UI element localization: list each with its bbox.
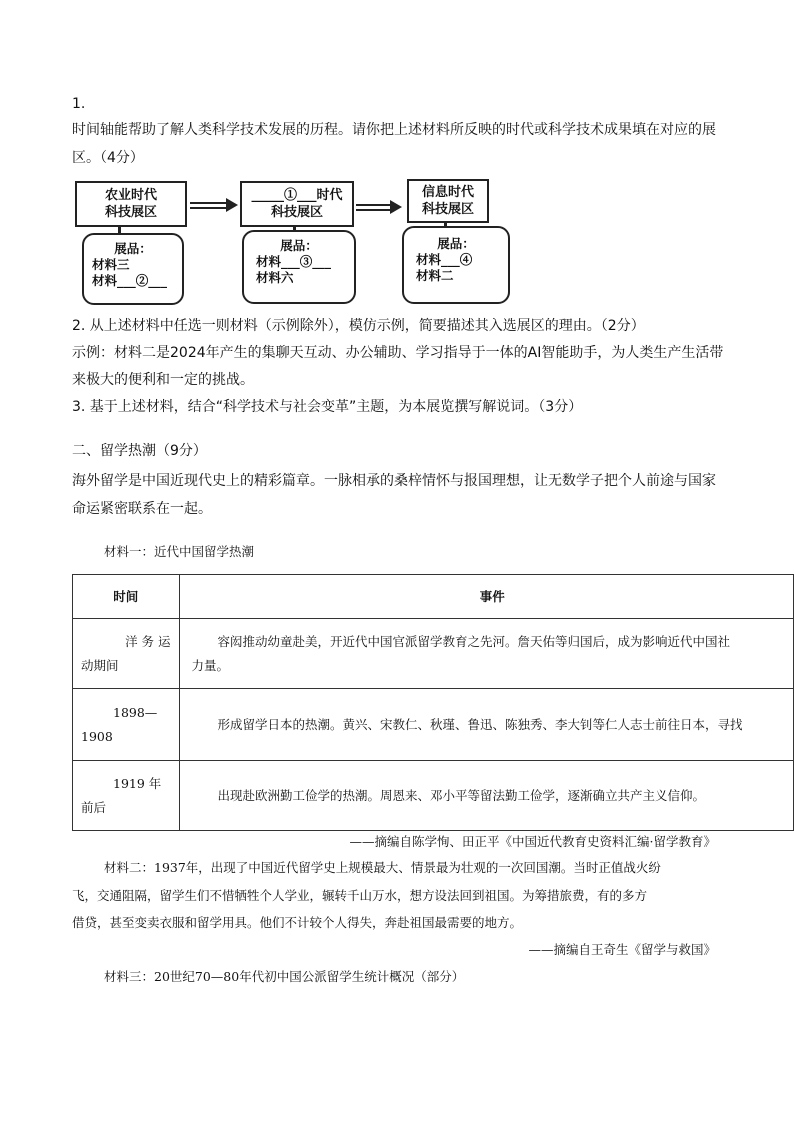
zone-subtitle: 科技展区 [270, 205, 323, 220]
zone-subtitle: 科技展区 [104, 205, 157, 220]
row-event-line1: 出现赴欧洲勤工俭学的热潮。周恩来、邓小平等留法勤工俭学，逐渐确立共产主义信仰。 [217, 787, 706, 803]
header-event: 事件 [179, 575, 793, 619]
arrow-right [356, 204, 392, 211]
exhibit-zone-agriculture-header [75, 181, 187, 227]
exhibit-item: 材料___②___ [92, 273, 168, 288]
row-time-line2: 动期间 [81, 657, 119, 673]
question3-text: 3. 基于上述材料，结合“科学技术与社会变革”主题，为本展览撰写解说词。（3分） [72, 399, 583, 415]
example-line2: 来极大的便利和一定的挑战。 [72, 372, 254, 388]
header-time: 时间 [73, 575, 180, 619]
zone-title: 信息时代 [421, 185, 474, 200]
question-number: 1. [72, 96, 86, 112]
exhibits-label: 展品： [280, 238, 318, 253]
row-time-line1: 洋 务 运 [125, 633, 171, 649]
exhibit-item: 材料___④ [416, 252, 473, 267]
zone-subtitle: 科技展区 [421, 202, 474, 217]
arrowhead-icon [226, 198, 238, 212]
table-row [73, 761, 794, 831]
material1-source: ——摘编自陈学恂、田正平《中国近代教育史资料汇编·留学教育》 [349, 834, 716, 849]
zone-title: 农业时代 [104, 188, 157, 203]
exhibit-item: 材料六 [256, 270, 294, 285]
row-event-line1: 容闳推动幼童赴美，开近代中国官派留学教育之先河。詹天佑等归国后，成为影响近代中国社 [217, 633, 731, 649]
exhibits-label: 展品： [437, 236, 475, 251]
zone-title: _____①___时代 [251, 188, 343, 203]
row-event-line2: 力量。 [191, 657, 230, 673]
exhibit-zone-blank-header [240, 181, 354, 227]
material1-title: 材料一：近代中国留学热潮 [104, 544, 255, 559]
exhibit-zone-blank-items [242, 230, 356, 304]
example-line1: 示例：材料二是2024年产生的集聊天互动、办公辅助、学习指导于一体的AI智能助手，为人类生产生活带 [72, 345, 724, 361]
row-time-line1: 1898— [113, 704, 158, 720]
row-event-line1: 形成留学日本的热潮。黄兴、宋教仁、秋瑾、鲁迅、陈独秀、李大钊等仁人志士前往日本，寻找 [217, 716, 743, 732]
exhibit-zone-agriculture-items [82, 233, 184, 305]
study-abroad-table [72, 574, 794, 831]
section-intro-line1: 海外留学是中国近现代史上的精彩篇章。一脉相承的桑梓情怀与报国理想，让无数学子把个人前途与国家 [72, 473, 716, 489]
material2-line3: 借贷，甚至变卖衣服和留学用具。他们不计较个人得失，奔赴祖国最需要的地方。 [72, 915, 523, 930]
section-title: 二、留学热潮（9分） [72, 443, 207, 459]
exhibit-item: 材料二 [416, 268, 454, 283]
table-row [73, 689, 794, 761]
arrow-right [190, 202, 228, 209]
material2-line1: 材料二：1937年，出现了中国近代留学史上规模最大、情景最为壮观的一次回国潮。当时正值战火纷 [104, 860, 661, 875]
exhibit-item: 材料___③___ [256, 254, 332, 269]
row-time-line2: 前后 [81, 799, 107, 815]
material2-source: ——摘编自王奇生《留学与救国》 [528, 942, 716, 957]
timeline-diagram [72, 176, 522, 306]
exhibit-zone-information-header [407, 179, 489, 223]
row-time-line1: 1919 年 [113, 775, 162, 791]
section-intro-line2: 命运紧密联系在一起。 [72, 501, 212, 517]
question2-text: 2. 从上述材料中任选一则材料（示例除外），模仿示例，简要描述其入选展区的理由。（2分） [72, 318, 645, 334]
exhibit-item: 材料三 [92, 257, 130, 272]
material3-title: 材料三：20世纪70—80年代初中国公派留学生统计概况（部分） [104, 969, 465, 984]
question1-text-line1: 时间轴能帮助了解人类科学技术发展的历程。请你把上述材料所反映的时代或科学技术成果填在对应的展 [72, 122, 716, 138]
table-header-row [73, 575, 794, 619]
exhibit-zone-information-items [402, 226, 510, 304]
question1-text-line2: 区。（4分） [72, 150, 144, 166]
row-time-line2: 1908 [81, 728, 113, 744]
table-row [73, 619, 794, 689]
material2-line2: 飞，交通阻隔，留学生们不惜牺牲个人学业，辗转千山万水，想方设法回到祖国。为筹措旅费，有的多方 [72, 888, 648, 903]
exhibits-label: 展品： [114, 241, 152, 256]
arrowhead-icon [390, 200, 402, 214]
